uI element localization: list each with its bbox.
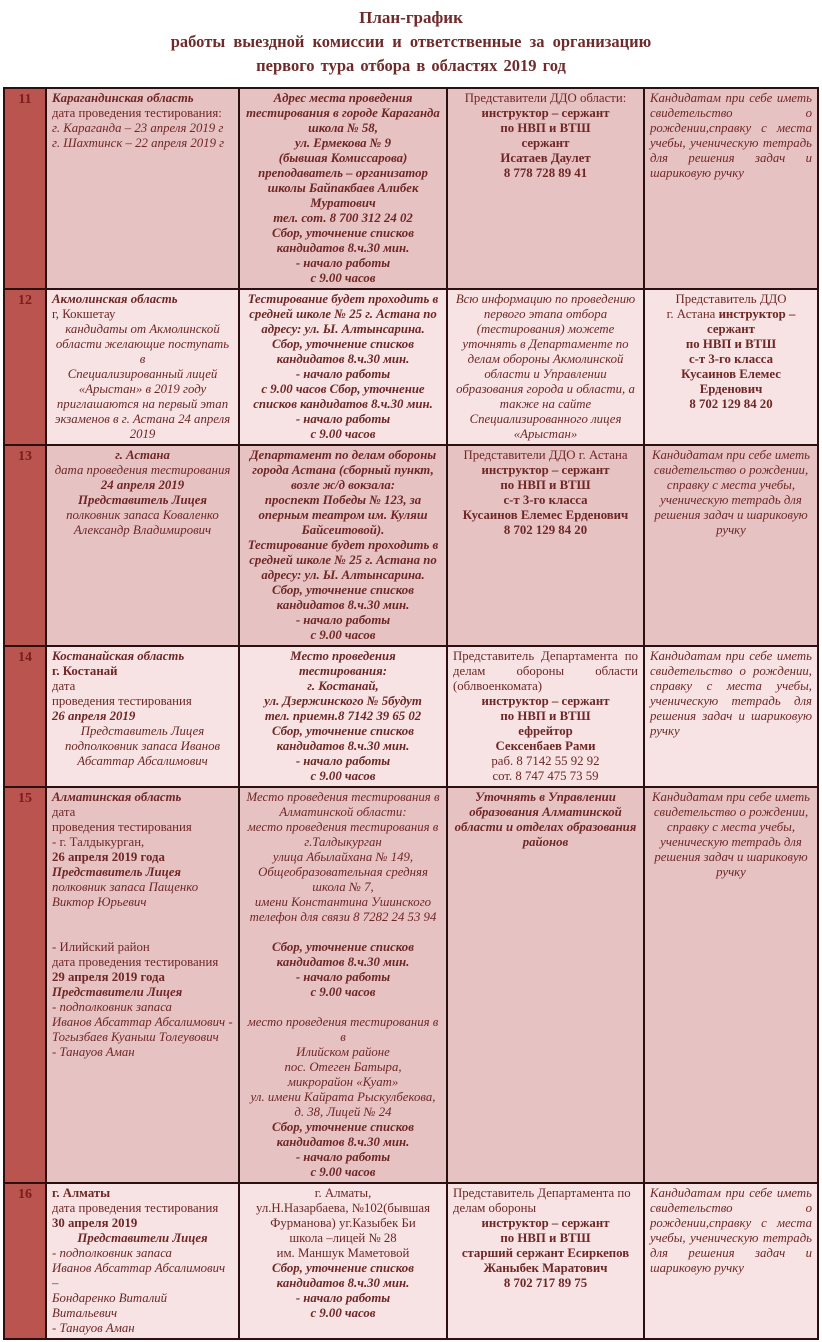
table-row (5, 788, 817, 1184)
page-title: План-график (359, 8, 463, 27)
table-row (5, 446, 817, 647)
region-cell: Алматинская область дата проведения тестирования - г. Талдыкурган, 26 апреля 2019 года Представитель Лицея полковник запаса Пащенко Виктор Юрьевич - Илийский район дата проведения тестирования 29 апреля 2019 года Представители Лицея - подполковник запаса Иванов Абсаттар Абсалимович - Тогызбаев Куаныш Толеувович - Танауов Аман (45, 788, 238, 1182)
table-row (5, 1184, 817, 1338)
contacts-cell: Представитель Департамента по делам обороны области (облвоенкомата) инструктор – сержант по НВП и ВТШ ефрейтор Сексенбаев Рами раб. 8 7142 55 92 92 сот. 8 747 475 73 59 (446, 647, 643, 786)
address-cell: г. Алматы, ул.Н.Назарбаева, №102(бывшая Фурманова) уг.Казыбек Би школа –лицей № 28 им. Маншук Маметовой Сбор, уточнение списков кандидатов 8.ч.30 мин. - начало работы с 9.00 часов (238, 1184, 446, 1338)
row-number: 16 (5, 1184, 45, 1338)
document-header (0, 0, 822, 87)
row-number: 14 (5, 647, 45, 786)
region-cell: Акмолинская область г, Кокшетау кандидаты от Акмолинской области желающие поступать в Специализированный лицей «Арыстан» в 2019 году приглашаются на первый этап экзаменов в г. Астана 24 апреля 2019 (45, 290, 238, 444)
row-number: 13 (5, 446, 45, 645)
contacts-cell: Представители ДДО области: инструктор – сержант по НВП и ВТШ сержант Исатаев Даулет 8 778 728 89 41 (446, 89, 643, 288)
contacts-cell: Представитель Департамента по делам обороны инструктор – сержант по НВП и ВТШ старший сержант Есиркепов Жаныбек Маратович 8 702 717 89 75 (446, 1184, 643, 1338)
address-cell: Место проведения тестирования в Алматинской области: место проведения тестирования в г.Талдыкурган улица Абылайхана № 149, Общеобразовательная средняя школа № 7, имени Константина Ушинского телефон для связи 8 7282 24 53 94 Сбор, уточнение списков кандидатов 8.ч.30 мин. - начало работы с 9.00 часов место проведения тестирования в в Илийском районе пос. Отеген Батыра, микрорайон «Куат» ул. имени Кайрата Рыскулбекова, д. 38, Лицей № 24 Сбор, уточнение списков кандидатов 8.ч.30 мин. - начало работы с 9.00 часов (238, 788, 446, 1182)
notes-cell: Кандидатам при себе иметь свидетельство о рождении, справку с места учебы, ученическую тетрадь для решения задач и шариковую ручку (643, 647, 817, 786)
row-number: 15 (5, 788, 45, 1182)
contacts-cell: Уточнять в Управлении образования Алматинской области и отделах образования районов (446, 788, 643, 1182)
address-cell: Департамент по делам обороны города Астана (сборный пункт, возле ж/д вокзала: проспект Победы № 123, за оперным театром им. Куляш Байсеитовой). Тестирование будет проходить в средней школе № 25 г. Астана по адресу: ул. Ы. Алтынсарина. Сбор, уточнение списков кандидатов 8.ч.30 мин. - начало работы с 9.00 часов (238, 446, 446, 645)
table-row (5, 647, 817, 788)
notes-cell: Кандидатам при себе иметь свидетельство о рождении,справку с места учебы, ученическую тетрадь для решения задач и шариковую ручку (643, 89, 817, 288)
address-cell: Адрес места проведения тестирования в городе Караганда школа № 58, ул. Ермекова № 9 (бывшая Комиссарова) преподаватель – организатор школы Байпакбаев Алибек Муратович тел. сот. 8 700 312 24 02 Сбор, уточнение списков кандидатов 8.ч.30 мин. - начало работы с 9.00 часов (238, 89, 446, 288)
page-subtitle-2: первого тура отбора в областях 2019 год (256, 56, 566, 75)
contacts-cell: Представители ДДО г. Астана инструктор – сержант по НВП и ВТШ с-т 3-го класса Кусаинов Елемес Ерденович 8 702 129 84 20 (446, 446, 643, 645)
notes-cell: Кандидатам при себе иметь свидетельство о рождении, справку с места учебы, ученическую тетрадь для решения задач и шариковую ручку (643, 446, 817, 645)
region-cell: Карагандинская область дата проведения тестирования: г. Караганда – 23 апреля 2019 г г. Шахтинск – 22 апреля 2019 г (45, 89, 238, 288)
region-cell: г. Алматы дата проведения тестирования 30 апреля 2019 Представители Лицея - подполковник запаса Иванов Абсаттар Абсалимович – Бондаренко Виталий Витальевич - Танауов Аман (45, 1184, 238, 1338)
address-cell: Место проведения тестирования: г. Костанай, ул. Дзержинского № 5будут тел. приемн.8 7142 39 65 02 Сбор, уточнение списков кандидатов 8.ч.30 мин. - начало работы с 9.00 часов (238, 647, 446, 786)
page-subtitle-1: работы выездной комиссии и ответственные за организацию (170, 32, 652, 51)
notes-cell: Кандидатам при себе иметь свидетельство о рождении, справку с места учебы, ученическую тетрадь для решения задач и шариковую ручку (643, 788, 817, 1182)
region-cell: г. Астана дата проведения тестирования 24 апреля 2019 Представитель Лицея полковник запаса Коваленко Александр Владимирович (45, 446, 238, 645)
address-cell: Тестирование будет проходить в средней школе № 25 г. Астана по адресу: ул. Ы. Алтынсарина. Сбор, уточнение списков кандидатов 8.ч.30 мин. - начало работы с 9.00 часов Сбор, уточнение списков кандидатов 8.ч.30 мин. - начало работы с 9.00 часов (238, 290, 446, 444)
table-row (5, 290, 817, 446)
contacts-cell: Всю информацию по проведению первого этапа отбора (тестирования) можете уточнять в Департаменте по делам обороны Акмолинской области и Управлении образования города и области, а также на сайте Специализированного лицея «Арыстан» (446, 290, 643, 444)
notes-cell: Кандидатам при себе иметь свидетельство о рождении,справку с места учебы, ученическую тетрадь для решения задач и шариковую ручку (643, 1184, 817, 1338)
notes-cell: Представитель ДДО г. Астана инструктор – сержант по НВП и ВТШ с-т 3-го класса Кусаинов Елемес Ерденович 8 702 129 84 20 (643, 290, 817, 444)
row-number: 12 (5, 290, 45, 444)
schedule-table (3, 87, 819, 1340)
region-cell: Костанайская область г. Костанай дата проведения тестирования 26 апреля 2019 Представитель Лицея подполковник запаса Иванов Абсаттар Абсалимович (45, 647, 238, 786)
table-row (5, 89, 817, 290)
row-number: 11 (5, 89, 45, 288)
